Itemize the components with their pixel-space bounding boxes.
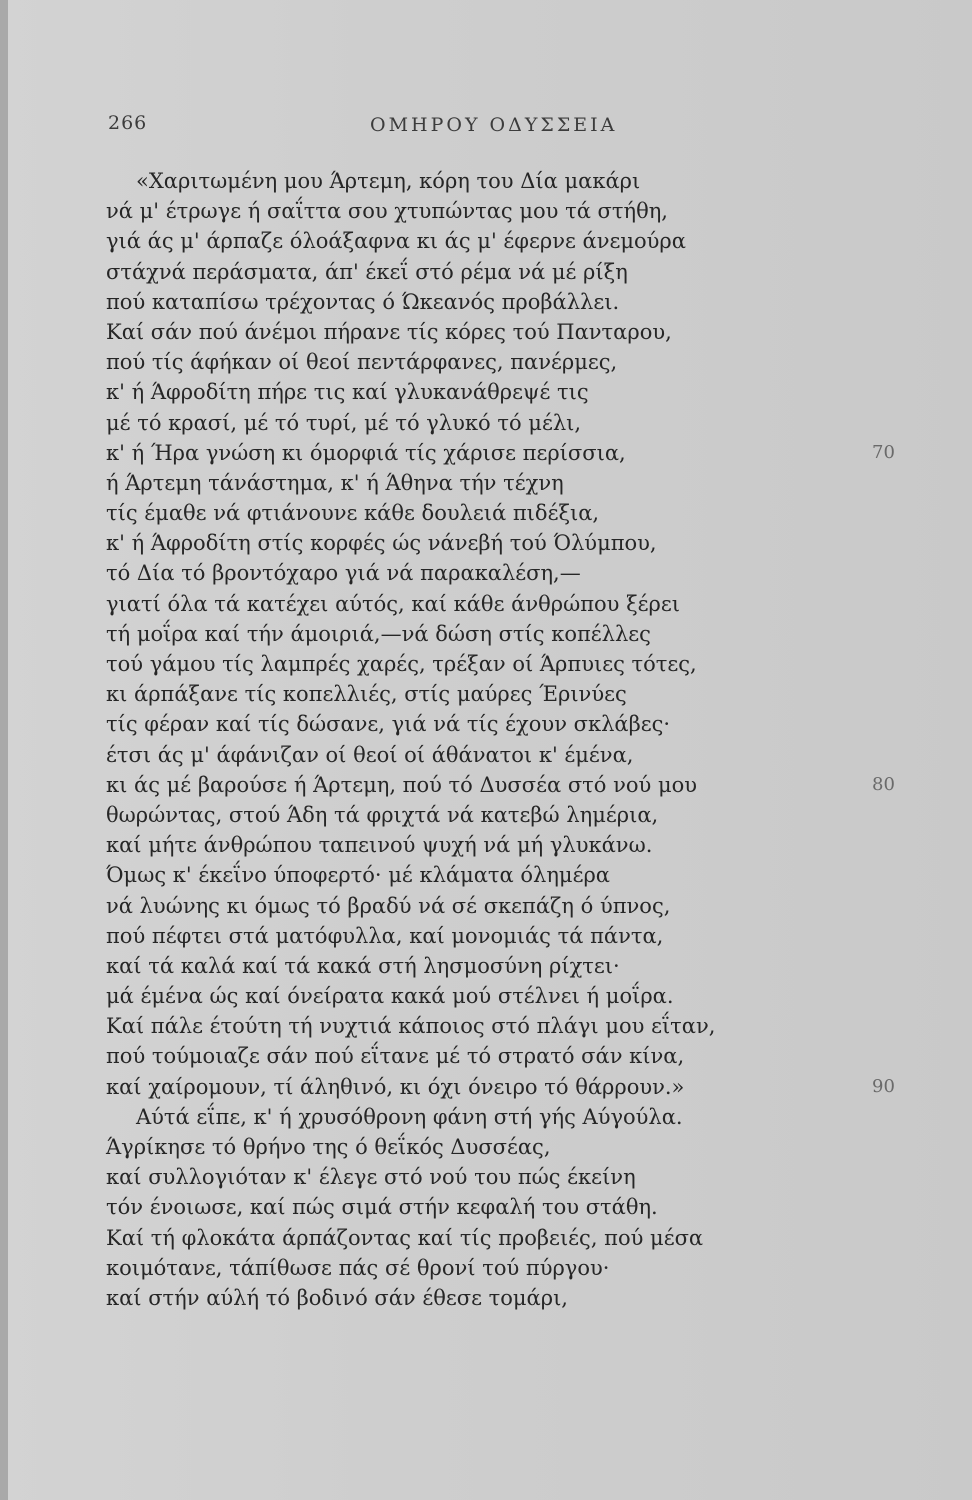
verse-line xyxy=(0,830,972,860)
verse-line-text: πού τούμοιαζε σάν πού εΐτανε μέ τό στρατό σάν κίνα, xyxy=(106,1044,685,1069)
verse-line-text: τόν ένοιωσε, καί πώς σιμά στήν κεφαλή του στάθη. xyxy=(106,1195,658,1220)
verse-line xyxy=(0,619,972,649)
verse-text-block xyxy=(0,166,972,1313)
verse-line-text: κι άς μέ βαρούσε ή Άρτεμη, πού τό Δυσσέα στό νού μου xyxy=(106,772,698,797)
verse-line-text: ή Άρτεμη τάνάστημα, κ' ή Άθηνα τήν τέχνη xyxy=(106,470,564,495)
verse-line-text: μά έμένα ώς καί όνείρατα κακά μού στέλνει ή μοΐρα. xyxy=(106,984,674,1009)
verse-line xyxy=(0,438,972,468)
verse-line-text: Όμως κ' έκεΐνο ύποφερτό· μέ κλάματα όλημέρα xyxy=(106,863,610,888)
verse-line xyxy=(0,1253,972,1283)
verse-line xyxy=(0,1162,972,1192)
verse-line-text: τή μοΐρα καί τήν άμοιριά,—νά δώση στίς κοπέλλες xyxy=(106,621,651,646)
verse-line xyxy=(0,1283,972,1313)
verse-line xyxy=(0,649,972,679)
verse-line xyxy=(0,528,972,558)
verse-line-text: «Χαριτωμένη μου Άρτεμη, κόρη του Δία μακάρι xyxy=(136,169,641,193)
verse-line xyxy=(0,891,972,921)
verse-line-text: καί μήτε άνθρώπου ταπεινού ψυχή νά μή γλυκάνω. xyxy=(106,833,653,858)
verse-line-text: Άγρίκησε τό θρήνο της ό θεΐκός Δυσσέας, xyxy=(106,1135,551,1159)
verse-line-text: νά μ' έτρωγε ή σαΐττα σου χτυπώντας μου τά στήθη, xyxy=(106,199,668,224)
verse-line-text: Καί τή φλοκάτα άρπάζοντας καί τίς προβειές, πού μέσα xyxy=(106,1225,704,1250)
verse-line-text: νά λυώνης κι όμως τό βραδύ νά σέ σκεπάζη ό ύπνος, xyxy=(106,893,671,918)
verse-line xyxy=(0,951,972,981)
verse-line-text: τίς φέραν καί τίς δώσανε, γιά νά τίς έχουν σκλάβες· xyxy=(106,712,671,737)
verse-line-text: Καί σάν πού άνέμοι πήρανε τίς κόρες τού Πανταρου, xyxy=(106,319,672,344)
verse-line xyxy=(0,347,972,377)
verse-line xyxy=(0,166,972,196)
verse-line-text: μέ τό κρασί, μέ τό τυρί, μέ τό γλυκό τό μέλι, xyxy=(106,410,582,435)
line-number-marker: 70 xyxy=(872,441,895,463)
verse-line xyxy=(0,287,972,317)
verse-line-text: γιά άς μ' άρπαζε όλοάξαφνα κι άς μ' έφερνε άνεμούρα xyxy=(106,229,686,254)
verse-line xyxy=(0,860,972,890)
verse-line-text: Καί πάλε έτούτη τή νυχτιά κάποιος στό πλάγι μου εΐταν, xyxy=(106,1014,716,1039)
verse-line-text: καί χαίρομουν, τί άληθινό, κι όχι όνειρο τό θάρρουν.» xyxy=(106,1074,685,1099)
verse-line-text: καί στήν αύλή τό βοδινό σάν έθεσε τομάρι, xyxy=(106,1285,568,1310)
page-header xyxy=(0,112,972,148)
verse-line xyxy=(0,800,972,830)
verse-line xyxy=(0,498,972,528)
verse-line-text: κι άρπάξανε τίς κοπελλιές, στίς μαύρες Έρινύες xyxy=(106,682,627,707)
verse-line-text: θωρώντας, στού Άδη τά φριχτά νά κατεβώ λημέρια, xyxy=(106,802,659,827)
verse-line-text: Αύτά εΐπε, κ' ή χρυσόθρονη φάνη στή γής Αύγούλα. xyxy=(136,1104,683,1129)
verse-line xyxy=(0,257,972,287)
line-number-marker: 90 xyxy=(872,1075,895,1097)
verse-line xyxy=(0,468,972,498)
verse-line-text: καί τά καλά καί τά κακά στή λησμοσύνη ρίχτει· xyxy=(106,953,620,978)
verse-line-text: κ' ή Άφροδίτη στίς κορφές ώς νάνεβή τού Όλύμπου, xyxy=(106,531,657,556)
verse-line xyxy=(0,1041,972,1071)
verse-line xyxy=(0,317,972,347)
verse-line-text: τό Δία τό βροντόχαρο γιά νά παρακαλέση,— xyxy=(106,561,581,586)
verse-line xyxy=(0,709,972,739)
verse-line xyxy=(0,1072,972,1102)
verse-line-text: στάχνά περάσματα, άπ' έκεΐ στό ρέμα νά μέ ρίξη xyxy=(106,259,628,284)
verse-line-text: πού πέφτει στά ματόφυλλα, καί μονομιάς τά πάντα, xyxy=(106,923,664,948)
verse-line xyxy=(0,921,972,951)
page-number: 266 xyxy=(108,112,148,134)
verse-line-text: κοιμότανε, τάπίθωσε πάς σέ θρονί τού πύργου· xyxy=(106,1255,610,1280)
verse-line xyxy=(0,1192,972,1222)
verse-line xyxy=(0,770,972,800)
verse-line-text: κ' ή Άφροδίτη πήρε τις καί γλυκανάθρεψέ τις xyxy=(106,380,589,405)
verse-line xyxy=(0,1223,972,1253)
running-title: ΟΜΗΡΟΥ ΟΔΥΣΣΕΙΑ xyxy=(370,114,618,136)
verse-line xyxy=(0,1132,972,1162)
verse-line xyxy=(0,1102,972,1132)
verse-line-text: πού καταπίσω τρέχοντας ό Ώκεανός προβάλλει. xyxy=(106,289,620,314)
verse-line xyxy=(0,981,972,1011)
verse-line-text: καί συλλογιόταν κ' έλεγε στό νού του πώς έκείνη xyxy=(106,1165,636,1190)
verse-line xyxy=(0,589,972,619)
verse-line-text: πού τίς άφήκαν οί θεοί πεντάρφανες, πανέρμες, xyxy=(106,350,618,375)
verse-line xyxy=(0,377,972,407)
verse-line xyxy=(0,740,972,770)
verse-line-text: έτσι άς μ' άφάνιζαν οί θεοί οί άθάνατοι κ' έμένα, xyxy=(106,742,634,767)
verse-line xyxy=(0,679,972,709)
line-number-marker: 80 xyxy=(872,773,895,795)
verse-line xyxy=(0,408,972,438)
verse-line xyxy=(0,196,972,226)
verse-line-text: κ' ή Ήρα γνώση κι όμορφιά τίς χάρισε περίσσια, xyxy=(106,440,626,465)
verse-line-text: γιατί όλα τά κατέχει αύτός, καί κάθε άνθρώπου ξέρει xyxy=(106,591,680,616)
verse-line xyxy=(0,226,972,256)
verse-line-text: τού γάμου τίς λαμπρές χαρές, τρέξαν οί Άρπυιες τότες, xyxy=(106,652,697,676)
verse-line xyxy=(0,1011,972,1041)
verse-line-text: τίς έμαθε νά φτιάνουνε κάθε δουλειά πιδέξια, xyxy=(106,501,600,526)
verse-line xyxy=(0,558,972,588)
